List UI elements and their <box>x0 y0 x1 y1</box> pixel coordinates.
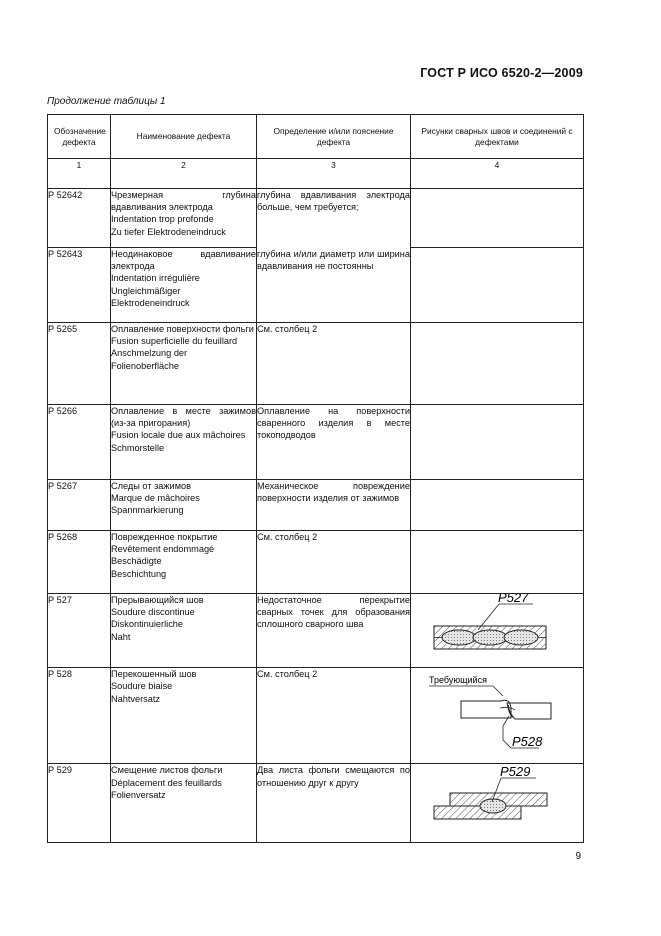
figure-label: P527 <box>498 594 529 605</box>
defect-figure <box>411 405 584 480</box>
figure-note: Требующийся <box>429 675 487 686</box>
defect-name <box>111 323 257 405</box>
defect-code: Р 5267 <box>48 480 111 531</box>
misaligned-seam-diagram <box>411 668 583 760</box>
name-ru: Чрезмерная глубина вдавливания электрода <box>111 190 256 213</box>
header-code: Обозначение дефекта <box>48 115 111 159</box>
defect-name <box>111 480 257 531</box>
defect-code: Р 528 <box>48 668 111 764</box>
defect-figure <box>411 480 584 531</box>
name-fr: Fusion locale due aux mâchoires <box>111 430 246 441</box>
defect-code: Р 5266 <box>48 405 111 480</box>
defect-code: Р 52642 <box>48 189 111 248</box>
name-ru: Оплавление в месте зажимов (из-за пригорания) <box>111 406 256 429</box>
table-row <box>48 531 584 594</box>
defect-name <box>111 531 257 594</box>
defect-code: Р 5268 <box>48 531 111 594</box>
name-ru: Оплавление поверхности фольги <box>111 324 254 334</box>
defect-definition: См. столбец 2 <box>257 323 411 405</box>
defect-figure <box>411 594 584 668</box>
name-ru: Следы от зажимов <box>111 481 191 491</box>
table-row <box>48 668 584 764</box>
defect-name <box>111 594 257 668</box>
defect-code: Р 527 <box>48 594 111 668</box>
defect-name <box>111 764 257 842</box>
figure-label: P529 <box>500 764 531 780</box>
defect-definition: Оплавление на поверхности сваренного изделия в месте токоподводов <box>257 405 411 480</box>
table-row <box>48 189 584 248</box>
name-fr: Déplacement des feuillards <box>111 777 222 788</box>
table-row <box>48 764 584 842</box>
name-de: Anschmelzung der <box>111 348 188 359</box>
name-de: Zu tiefer Elektrodeneindruck <box>111 226 226 237</box>
defect-name <box>111 189 257 248</box>
name-fr: Indentation irrégulière <box>111 273 200 284</box>
column-number: 3 <box>257 159 411 189</box>
name-ru: Неодинаковое вдавливание электрода <box>111 249 256 272</box>
name-ru: Поврежденное покрытие <box>111 532 218 542</box>
name-fr: Indentation trop profonde <box>111 214 214 225</box>
table-caption: Продолжение таблицы 1 <box>47 96 166 107</box>
name-de: Elektrodeneindruck <box>111 297 190 308</box>
defect-code: Р 529 <box>48 764 111 842</box>
name-de: Diskontinuierliche <box>111 619 184 630</box>
defect-figure <box>411 248 584 323</box>
name-de: Beschädigte <box>111 556 162 567</box>
name-de: Beschichtung <box>111 568 167 579</box>
figure-label: P528 <box>512 734 543 750</box>
defect-definition: См. столбец 2 <box>257 668 411 764</box>
header-definition: Определение и/или пояснение дефекта <box>257 115 411 159</box>
name-ru: Смещение листов фольги <box>111 765 223 776</box>
table-header-row <box>48 115 584 159</box>
name-de: Naht <box>111 631 131 642</box>
defect-name <box>111 248 257 323</box>
defect-figure <box>411 668 584 764</box>
name-fr: Revêtement endommagé <box>111 544 215 555</box>
defect-code: Р 5265 <box>48 323 111 405</box>
column-number: 2 <box>111 159 257 189</box>
defect-definition: Недостаточное перекрытие сварных точек для образования сплошного сварного шва <box>257 594 411 668</box>
defect-definition: глубина и/или диаметр или ширина вдавливания не постоянны <box>257 248 411 323</box>
header-name: Наименование дефекта <box>111 115 257 159</box>
table-row <box>48 405 584 480</box>
defect-figure <box>411 531 584 594</box>
table-row <box>48 480 584 531</box>
table-row <box>48 248 584 323</box>
name-de: Schmorstelle <box>111 442 165 453</box>
defect-definition: Два листа фольги смещаются по отношению друг к другу <box>257 764 411 842</box>
defect-code: Р 52643 <box>48 248 111 323</box>
name-de: Spannmarkierung <box>111 505 184 516</box>
name-fr: Fusion superficielle du feuillard <box>111 336 238 347</box>
name-fr: Marque de mâchoires <box>111 493 200 504</box>
defect-definition: Механическое повреждение поверхности изделия от зажимов <box>257 480 411 531</box>
defect-figure <box>411 189 584 248</box>
column-number: 4 <box>411 159 584 189</box>
name-de: Folienoberfläche <box>111 360 179 371</box>
name-ru: Перекошенный шов <box>111 669 197 680</box>
column-number: 1 <box>48 159 111 189</box>
table-row <box>48 594 584 668</box>
defect-definition: глубина вдавливания электрода больше, чем требуется; <box>257 189 411 248</box>
defects-table <box>47 114 584 843</box>
header-figures: Рисунки сварных швов и соединений с дефектами <box>411 115 584 159</box>
discontinuous-seam-diagram <box>411 594 583 664</box>
name-fr: Soudure discontinue <box>111 607 195 618</box>
defect-name <box>111 405 257 480</box>
foil-displacement-diagram <box>411 764 583 838</box>
defect-definition: См. столбец 2 <box>257 531 411 594</box>
name-de: Folienversatz <box>111 789 166 800</box>
page-number: 9 <box>575 851 581 862</box>
name-fr: Soudure biaise <box>111 681 173 692</box>
defect-name <box>111 668 257 764</box>
defect-figure <box>411 764 584 842</box>
name-de: Ungleichmäßiger <box>111 285 181 296</box>
name-de: Nahtversatz <box>111 693 161 704</box>
defect-figure <box>411 323 584 405</box>
name-ru: Прерывающийся шов <box>111 595 204 605</box>
document-code: ГОСТ Р ИСО 6520-2—2009 <box>420 66 583 80</box>
table-row <box>48 323 584 405</box>
column-number-row <box>48 159 584 189</box>
